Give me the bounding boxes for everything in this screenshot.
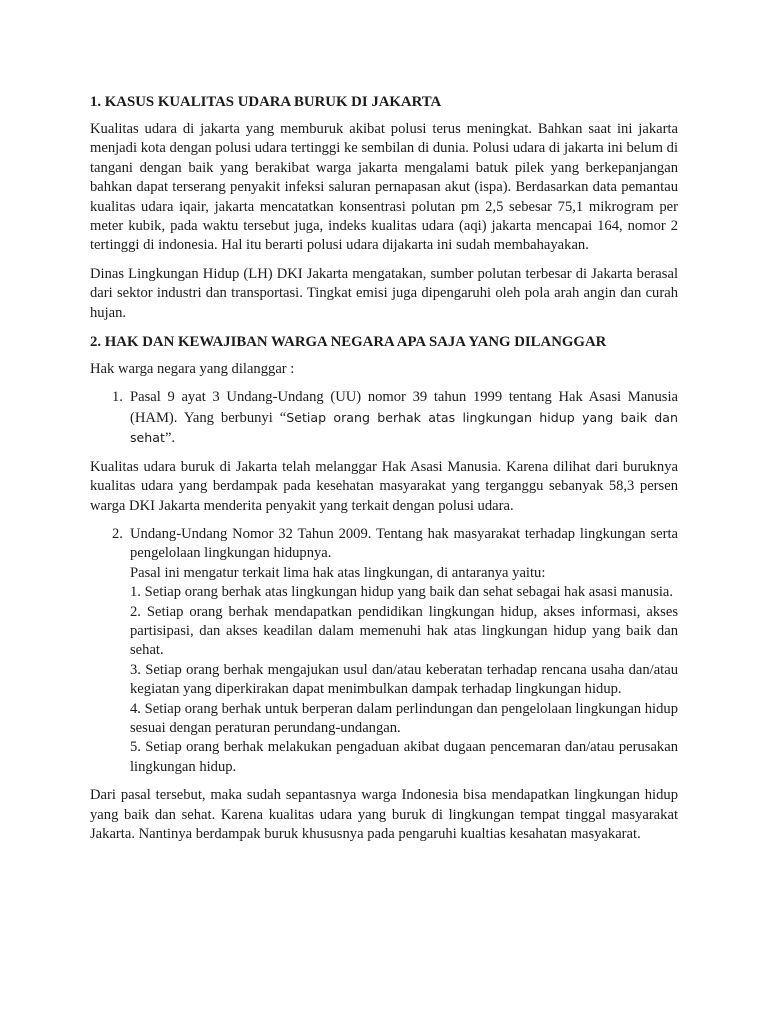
rights-list-item-2	[90, 525, 678, 777]
right-1: 1. Setiap orang berhak atas lingkungan hidup yang baik dan sehat sebagai hak asasi manusia.	[130, 584, 674, 601]
conclusion-paragraph: Dari pasal tersebut, maka sudah sepantasnya warga Indonesia bisa mendapatkan lingkungan hidup yang baik dan sehat. Karena kualitas udara yang buruk di lingkungan tempat tinggal masyarakat Jakarta. Nantinya berdampak buruk khususnya pada pengaruhi kualtias kesahatan masyakarat.	[90, 787, 678, 842]
right-5: 5. Setiap orang berhak melakukan pengaduan akibat dugaan pencemaran dan/atau perusakan lingkungan hidup.	[130, 739, 678, 775]
rights-list-item-1	[90, 388, 678, 448]
list-item-body	[130, 525, 678, 777]
list-number: 1.	[112, 389, 123, 406]
right-3: 3. Setiap orang berhak mengajukan usul dan/atau keberatan terhadap rencana usaha dan/atau kegiatan yang diperkirakan dapat menimbulkan dampak terhadap lingkungan hidup.	[130, 661, 678, 698]
item-1-text-end: ”.	[164, 430, 176, 447]
section-2-paragraph: Kualitas udara buruk di Jakarta telah melanggar Hak Asasi Manusia. Karena dilihat dari buruknya kualitas udara yang berdampak pada kesehatan masyarakat yang terganggu sebanyak 58,3 persen warga DKI Jakarta menderita penyakit yang terkait dengan polusi udara.	[90, 458, 678, 514]
item-1-text: Pasal 9 ayat 3 Undang-Undang (UU) nomor 39 tahun 1999 tentang Hak Asasi Manusia (HAM). Yang berbunyi “	[130, 389, 678, 426]
section-1-heading: 1. KASUS KUALITAS UDARA BURUK DI JAKARTA	[90, 94, 442, 110]
section-2-intro: Hak warga negara yang dilanggar :	[90, 361, 295, 378]
right-2: 2. Setiap orang berhak mendapatkan pendidikan lingkungan hidup, akses informasi, akses partisipasi, dan akses keadilan dalam memenuhi hak atas lingkungan hidup yang baik dan sehat.	[130, 603, 678, 659]
item-2-text: Undang-Undang Nomor 32 Tahun 2009. Tentang hak masyarakat terhadap lingkungan serta pengelolaan lingkungan hidupnya.	[130, 525, 678, 562]
list-item-text	[130, 388, 678, 448]
item-1-quote: Setiap orang berhak atas lingkungan hidup yang baik dan sehat	[130, 409, 678, 446]
list-number: 2.	[112, 525, 123, 542]
section-1-paragraph-2: Dinas Lingkungan Hidup (LH) DKI Jakarta mengatakan, sumber polutan terbesar di Jakarta berasal dari sektor industri dan transportasi. Tingkat emisi juga dipengaruhi oleh pola arah angin dan curah hujan.	[90, 265, 678, 321]
section-2-heading: 2. HAK DAN KEWAJIBAN WARGA NEGARA APA SAJA YANG DILANGGAR	[90, 334, 607, 351]
right-4: 4. Setiap orang berhak untuk berperan dalam perlindungan dan pengelolaan lingkungan hidup sesuai dengan peraturan perundang-undangan.	[130, 700, 678, 736]
document-page	[90, 92, 678, 853]
section-1-paragraph-1: Kualitas udara di jakarta yang memburuk akibat polusi terus meningkat. Bahkan saat ini jakarta menjadi kota dengan polusi udara tertinggi ke sembilan di dunia. Polusi udara di jakarta ini belum di tangani dengan baik yang berakibat warga jakarta mengalami batuk pilek yang berkepanjangan bahkan dapat terserang penyakit infeksi saluran pernapasan akut (ispa). Berdasarkan data pemantau kualitas udara iqair, jakarta mencatatkan konsentrasi polutan pm 2,5 sebesar 75,1 mikrogram per meter kubik, pada waktu tersebut juga, indeks kualitas udara (aqi) jakarta mencapai 164, nomor 2 tertinggi di indonesia. Hal itu berarti polusi udara dijakarta ini sudah membahayakan.	[90, 121, 678, 254]
item-2-lead: Pasal ini mengatur terkait lima hak atas lingkungan, di antaranya yaitu:	[130, 564, 546, 581]
